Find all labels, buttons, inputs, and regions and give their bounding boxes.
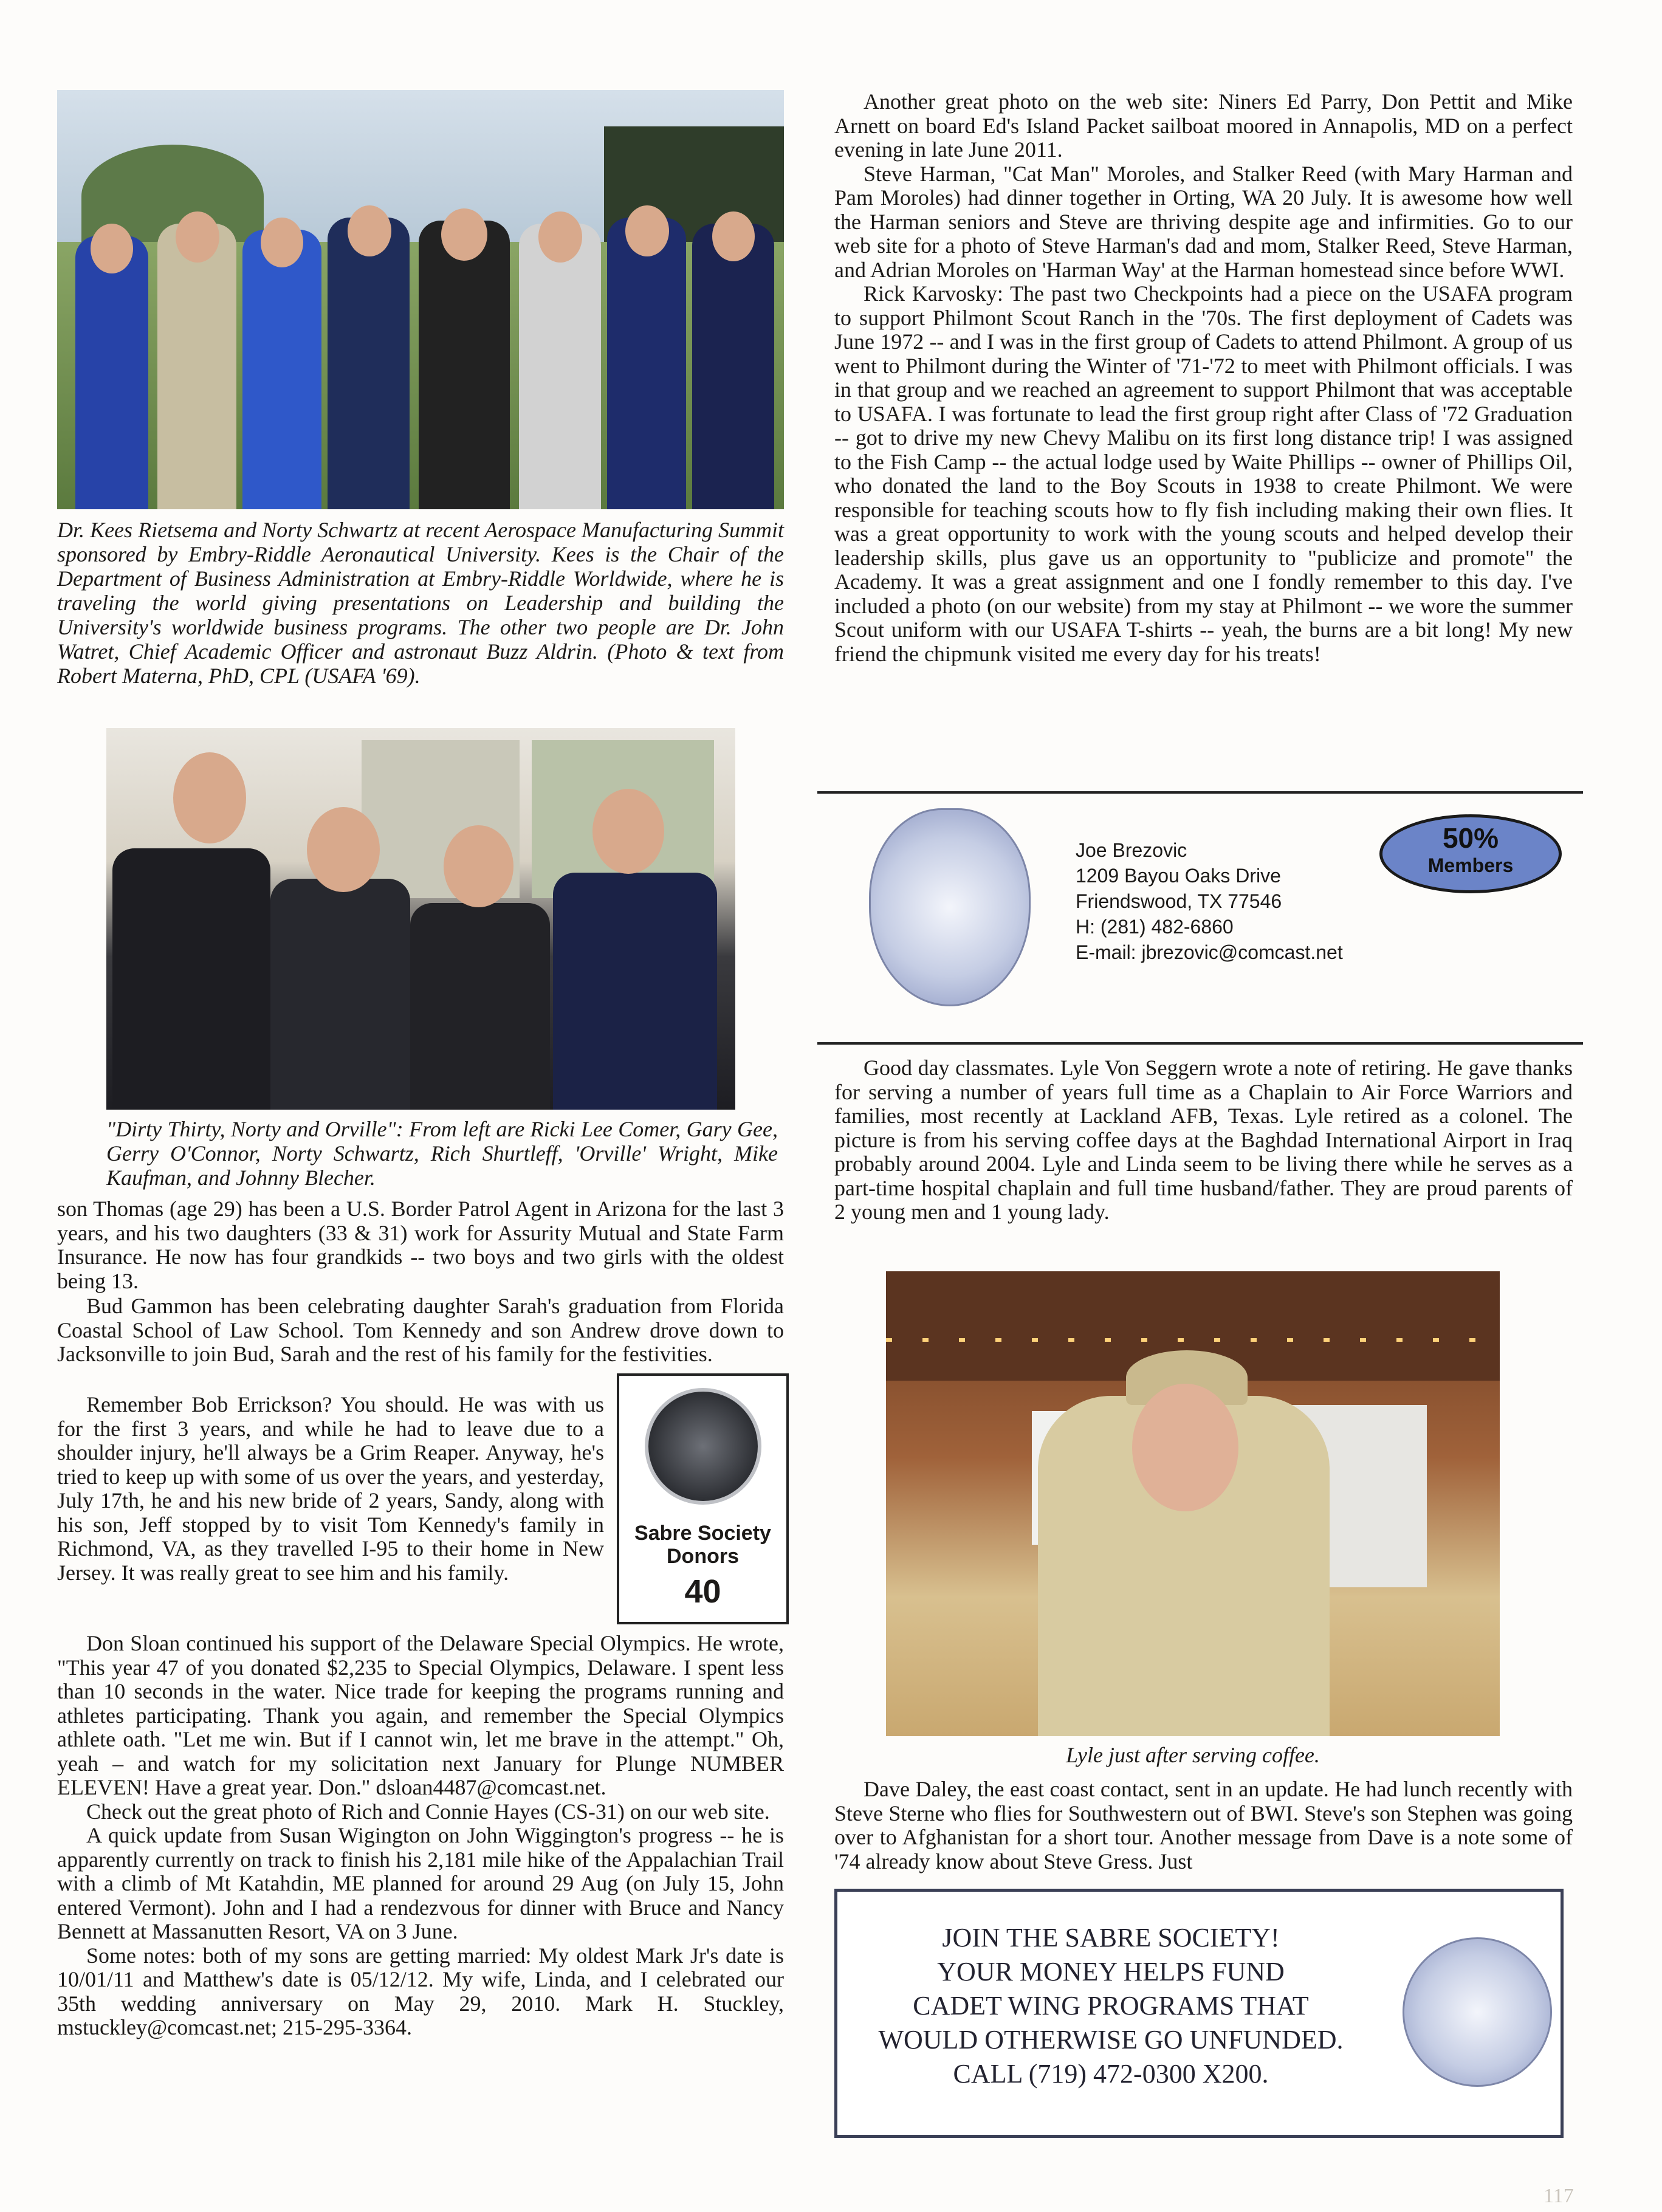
- contact-city: Friendswood, TX 77546: [1076, 890, 1282, 912]
- paragraph-stuckley: Some notes: both of my sons are getting married: My oldest Mark Jr's date is 10/01/11 and Matthew's date is 05/12/12. My wife, Linda, and I celebrated our 35th wedding anniversary on May 29, 2010. Mark H. Stuckley, mstuckley@comcast.net; 215-295-3364.: [57, 1943, 784, 2039]
- right-article-text-2: [834, 1056, 1573, 1224]
- paragraph-sloan: Don Sloan continued his support of the Delaware Special Olympics. He wrote, "This year 47 of you donated $2,235 to Special Olympics, Delaware. I spent less than 10 seconds in the water. Nice trade for keeping the programs running and athletes participating. Thank you again, and remember the Special Olympics athlete oath. "Let me win. But if I cannot win, let me brave in the attempt." Oh, yeah – and watch for my solicitation next January for Plunge NUMBER ELEVEN! Have a great year. Don." dsloan4487@comcast.net.: [57, 1631, 784, 1799]
- join-line-1: JOIN THE SABRE SOCIETY!: [942, 1923, 1280, 1953]
- join-sabre-box: [834, 1889, 1564, 2138]
- photo2-caption: "Dirty Thirty, Norty and Orville": From left are Ricki Lee Comer, Gary Gee, Gerry O'Connor, Norty Schwartz, Rich Shurtleff, 'Orville' Wright, Mike Kaufman, and Johnny Blecher.: [106, 1117, 778, 1190]
- members-percent: 50%: [1442, 822, 1499, 854]
- sabre-society-seal-blue: [1403, 1937, 1552, 2087]
- right-article-text-3: [834, 1777, 1573, 1874]
- class-74-crest: [869, 808, 1031, 1006]
- paragraph-gammon: Bud Gammon has been celebrating daughter Sarah's graduation from Florida Coastal School of Law School. Tom Kennedy and son Andrew drove down to Jacksonville to join Bud, Sarah and the rest of his family for the festivities.: [57, 1294, 784, 1366]
- divider-bottom: [817, 1042, 1583, 1045]
- join-line-2: YOUR MONEY HELPS FUND: [937, 1957, 1285, 1987]
- paragraph-karvosky: Rick Karvosky: The past two Checkpoints had a piece on the USAFA program to support Philmont Scout Ranch in the '70s. The first deployment of Cadets was June 1972 -- and I was in the first group of Cadets to attend Philmont. A group of us went to Philmont during the Winter of '71-'72 to meet with Philmont officials. I was in that group and we reached an agreement to support Philmont that was acceptable to USAFA. I was fortunate to lead the first group right after Class of '72 Graduation -- got to drive my new Chevy Malibu on its first long distance trip! I was assigned to the Fish Camp -- the actual lodge used by Waite Phillips -- owner of Phillips Oil, who donated the land to the Boy Scouts in 1938 to create Philmont. We were responsible for teaching scouts how to fly fish including making their own flies. It was a great opportunity to work with the young scouts and helped develop their leadership skills, plus gave us an opportunity to "publicize and promote" the Academy. It was a great assignment and one I fondly remember to this day. I've included a photo (on our website) from my stay at Philmont -- we wore the summer Scout uniform with our USAFA T-shirts -- yeah, the burns are a bit long! My new friend the chipmunk visited me every day for his treats!: [834, 281, 1573, 666]
- photo3-caption: Lyle just after serving coffee.: [1066, 1743, 1320, 1767]
- paragraph-wiggington: A quick update from Susan Wigington on John Wiggington's progress -- he is apparently currently on track to finish his 2,181 mile hike of the Appalachian Trail with a climb of Mt Katahdin, ME planned for around 29 Aug (on July 15, John entered Vermont). John and I had a rendezvous for dinner with Bruce and Nancy Bennett at Massanutten Resort, VA on 3 June.: [57, 1823, 784, 1943]
- members-label: Members: [1427, 854, 1514, 876]
- photo-four-men: [106, 728, 735, 1110]
- sabre-society-seal: [645, 1388, 761, 1505]
- contact-email: E-mail: jbrezovic@comcast.net: [1076, 941, 1343, 963]
- members-badge: [1379, 814, 1562, 893]
- sabre-donors-count: 40: [684, 1573, 721, 1610]
- contact-phone: H: (281) 482-6860: [1076, 916, 1234, 938]
- join-line-4: WOULD OTHERWISE GO UNFUNDED.: [878, 2025, 1344, 2055]
- left-article-text-2: [57, 1294, 784, 1367]
- sabre-donors-label: Sabre Society Donors: [634, 1522, 771, 1568]
- page-number: 117: [1544, 2185, 1574, 2207]
- paragraph-son: son Thomas (age 29) has been a U.S. Border Patrol Agent in Arizona for the last 3 years, and his two daughters (33 & 31) work for Assurity Mutual and State Farm Insurance. He now has four grandkids -- two boys and two girls with the oldest being 13.: [57, 1197, 784, 1293]
- join-line-3: CADET WING PROGRAMS THAT: [913, 1991, 1309, 2021]
- left-article-text-3: [57, 1393, 604, 1585]
- right-article-text: [834, 90, 1573, 666]
- divider-top: [817, 791, 1583, 794]
- paragraph-parry: Another great photo on the web site: Niners Ed Parry, Don Pettit and Mike Arnett on board Ed's Island Packet sailboat moored in Annapolis, MD on a perfect evening in late June 2011.: [834, 89, 1573, 162]
- photo-summit-group: [57, 90, 784, 509]
- paragraph-hayes: Check out the great photo of Rich and Connie Hayes (CS-31) on our web site.: [86, 1799, 770, 1824]
- paragraph-errickson: Remember Bob Errickson? You should. He was with us for the first 3 years, and while he had to leave due to a shoulder injury, he'll always be a Grim Reaper. Anyway, he's tried to keep up with some of us over the years, and yesterday, July 17th, he and his new bride of 2 years, Sandy, along with his son, Jeff stopped by to visit Tom Kennedy's family in Richmond, VA, as they travelled I-95 to their home in New Jersey. It was really great to see him and his family.: [57, 1392, 604, 1585]
- left-article-text: [57, 1197, 784, 1293]
- photo-lyle-coffee: [886, 1271, 1500, 1736]
- photo1-caption: Dr. Kees Rietsema and Norty Schwartz at recent Aerospace Manufacturing Summit sponsored by Embry-Riddle Aeronautical University. Kees is the Chair of the Department of Business Administration at Embry-Riddle Worldwide, where he is traveling the world giving presentations on Leadership and building the University's worldwide business programs. The other two people are Dr. John Watret, Chief Academic Officer and astronaut Buzz Aldrin. (Photo & text from Robert Materna, PhD, CPL (USAFA '69).: [57, 518, 784, 688]
- join-line-5: CALL (719) 472-0300 X200.: [953, 2059, 1269, 2089]
- contact-street: 1209 Bayou Oaks Drive: [1076, 865, 1281, 887]
- contact-name: Joe Brezovic: [1076, 839, 1187, 861]
- paragraph-vonseggern: Good day classmates. Lyle Von Seggern wrote a note of retiring. He gave thanks for serving a number of years full time as a Chaplain to Air Force Warriors and families, most recently at Lackland AFB, Texas. Lyle retired as a colonel. The picture is from his serving coffee days at the Baghdad International Airport in Iraq probably around 2004. Lyle and Linda seem to be living there while he serves as a part-time hospital chaplain and full time husband/father. They are proud parents of 2 young men and 1 young lady.: [834, 1056, 1573, 1224]
- left-article-text-4: [57, 1632, 784, 2040]
- paragraph-harman: Steve Harman, "Cat Man" Moroles, and Stalker Reed (with Mary Harman and Pam Moroles) had dinner together in Orting, WA 20 July. It is awesome how well the Harman seniors and Steve are thriving despite age and infirmities. Go to our web site for a photo of Steve Harman's dad and mom, Stalker Reed, Steve Harman, and Adrian Moroles on 'Harman Way' at the Harman homestead since before WWI.: [834, 161, 1573, 282]
- sabre-donors-box: [617, 1373, 789, 1624]
- paragraph-daley: Dave Daley, the east coast contact, sent in an update. He had lunch recently with Steve Sterne who flies for Southwestern out of BWI. Steve's son Stephen was going over to Afghanistan for a short tour. Another message from Dave is a note some of '74 already know about Steve Gress. Just: [834, 1777, 1573, 1874]
